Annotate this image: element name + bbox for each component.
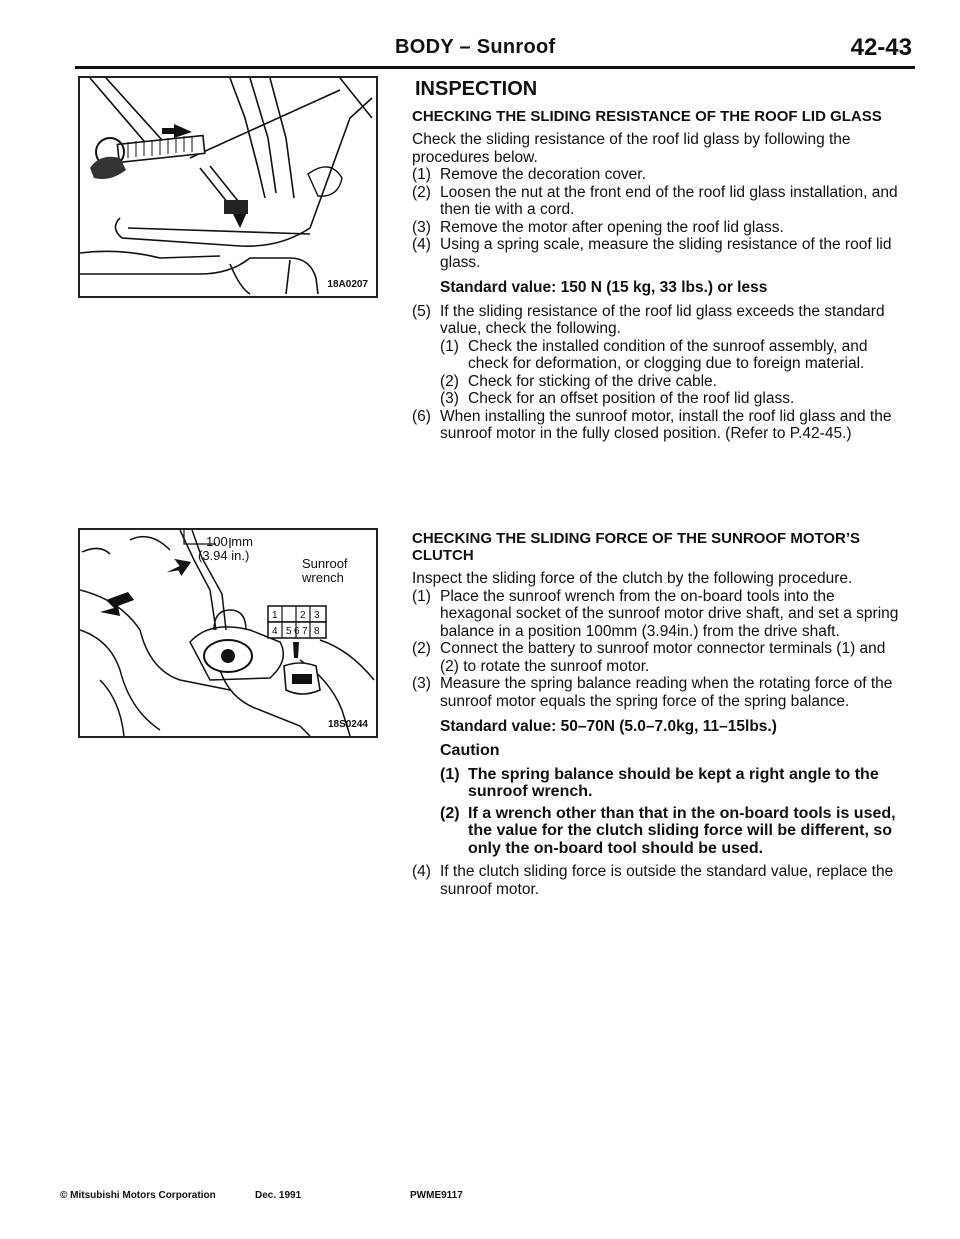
- list-item: (6) When installing the sunroof motor, install the roof lid glass and the sunroof motor in the fully closed position. (Refer to P.42-45.): [412, 407, 892, 442]
- list-item: (1) Check the installed condition of the sunroof assembly, and check for deformation, or clogging due to foreign material.: [440, 337, 868, 372]
- sunroof-wrench-label-1: Sunroof: [302, 556, 348, 571]
- sunroof-wrench-label-2: wrench: [302, 570, 344, 585]
- list-item: (2) Loosen the nut at the front end of the roof lid glass installation, and then tie with a cord.: [412, 183, 898, 218]
- section-clutch-sliding-force: [412, 530, 900, 898]
- list-item: (4) Using a spring scale, measure the sliding resistance of the roof lid glass.: [412, 236, 892, 271]
- page-title: BODY – Sunroof: [395, 36, 556, 58]
- list-item: (1) The spring balance should be kept a right angle to the sunroof wrench.: [440, 765, 879, 800]
- standard-value: Standard value: 50–70N (5.0–7.0kg, 11–15lbs.): [440, 718, 777, 735]
- roof-lid-illustration: [80, 78, 376, 296]
- section-sliding-resistance: [412, 108, 900, 443]
- list-item: (2) If a wrench other than that in the on-board tools is used, the value for the clutch sliding force will be different, so only the on-board tool should be used.: [440, 804, 896, 857]
- figure-code: 18A0207: [327, 279, 368, 290]
- figure-code: 18S0244: [327, 719, 368, 730]
- procedure-list: [412, 863, 900, 898]
- section-heading: CHECKING THE SLIDING FORCE OF THE SUNROOF MOTOR’S CLUTCH: [412, 530, 861, 564]
- procedure-list: [412, 166, 900, 271]
- terminal-6: 6: [294, 626, 300, 637]
- terminal-2: 2: [300, 610, 306, 621]
- dimension-label-in: (3.94 in.): [198, 548, 250, 563]
- terminal-3: 3: [314, 610, 320, 621]
- list-item: (1) Remove the decoration cover.: [412, 166, 646, 183]
- page-number: 42-43: [850, 34, 912, 61]
- dimension-label-mm: 100 mm: [206, 534, 253, 549]
- procedure-list: [412, 588, 900, 711]
- section-intro: Check the sliding resistance of the roof lid glass by following the procedures below.: [412, 131, 851, 166]
- list-item: (5) If the sliding resistance of the roof lid glass exceeds the standard value, check the following.: [412, 302, 885, 337]
- header-rule: [75, 66, 915, 69]
- list-item: (3) Measure the spring balance reading when the rotating force of the sunroof motor equals the spring force of the spring balance.: [412, 675, 893, 710]
- terminal-8: 8: [314, 626, 320, 637]
- footer-date: Dec. 1991: [255, 1190, 302, 1201]
- caution-title: Caution: [440, 741, 500, 759]
- standard-value: Standard value: 150 N (15 kg, 33 lbs.) or less: [440, 279, 768, 296]
- section-heading: CHECKING THE SLIDING RESISTANCE OF THE ROOF LID GLASS: [412, 108, 882, 125]
- sub-list: [412, 338, 900, 408]
- terminal-5: 5: [286, 626, 292, 637]
- caution-list: [412, 766, 900, 858]
- list-item: (3) Check for an offset position of the roof lid glass.: [440, 390, 795, 407]
- list-item: (2) Connect the battery to sunroof motor connector terminals (1) and (2) to rotate the sunroof motor.: [412, 640, 886, 675]
- figure-roof-lid-spring-scale: [78, 76, 378, 298]
- list-item: (4) If the clutch sliding force is outside the standard value, replace the sunroof motor.: [412, 863, 894, 898]
- list-item: (1) Place the sunroof wrench from the on-board tools into the hexagonal socket of the sunroof motor drive shaft, and set a spring balance in a position 100mm (3.94in.) from the drive shaft.: [412, 587, 899, 640]
- footer-copyright: © Mitsubishi Motors Corporation: [60, 1190, 216, 1201]
- page-header: [0, 36, 960, 68]
- figure-sunroof-wrench: [78, 528, 378, 738]
- terminal-1: 1: [272, 610, 278, 621]
- terminal-7: 7: [302, 626, 308, 637]
- terminal-4: 4: [272, 626, 278, 637]
- list-item: (2) Check for sticking of the drive cable.: [440, 372, 717, 390]
- list-item: (3) Remove the motor after opening the roof lid glass.: [412, 218, 784, 236]
- footer-code: PWME9117: [410, 1190, 463, 1201]
- procedure-list: [412, 303, 900, 443]
- section-title: INSPECTION: [415, 78, 538, 100]
- section-intro: Inspect the sliding force of the clutch by the following procedure.: [412, 570, 853, 587]
